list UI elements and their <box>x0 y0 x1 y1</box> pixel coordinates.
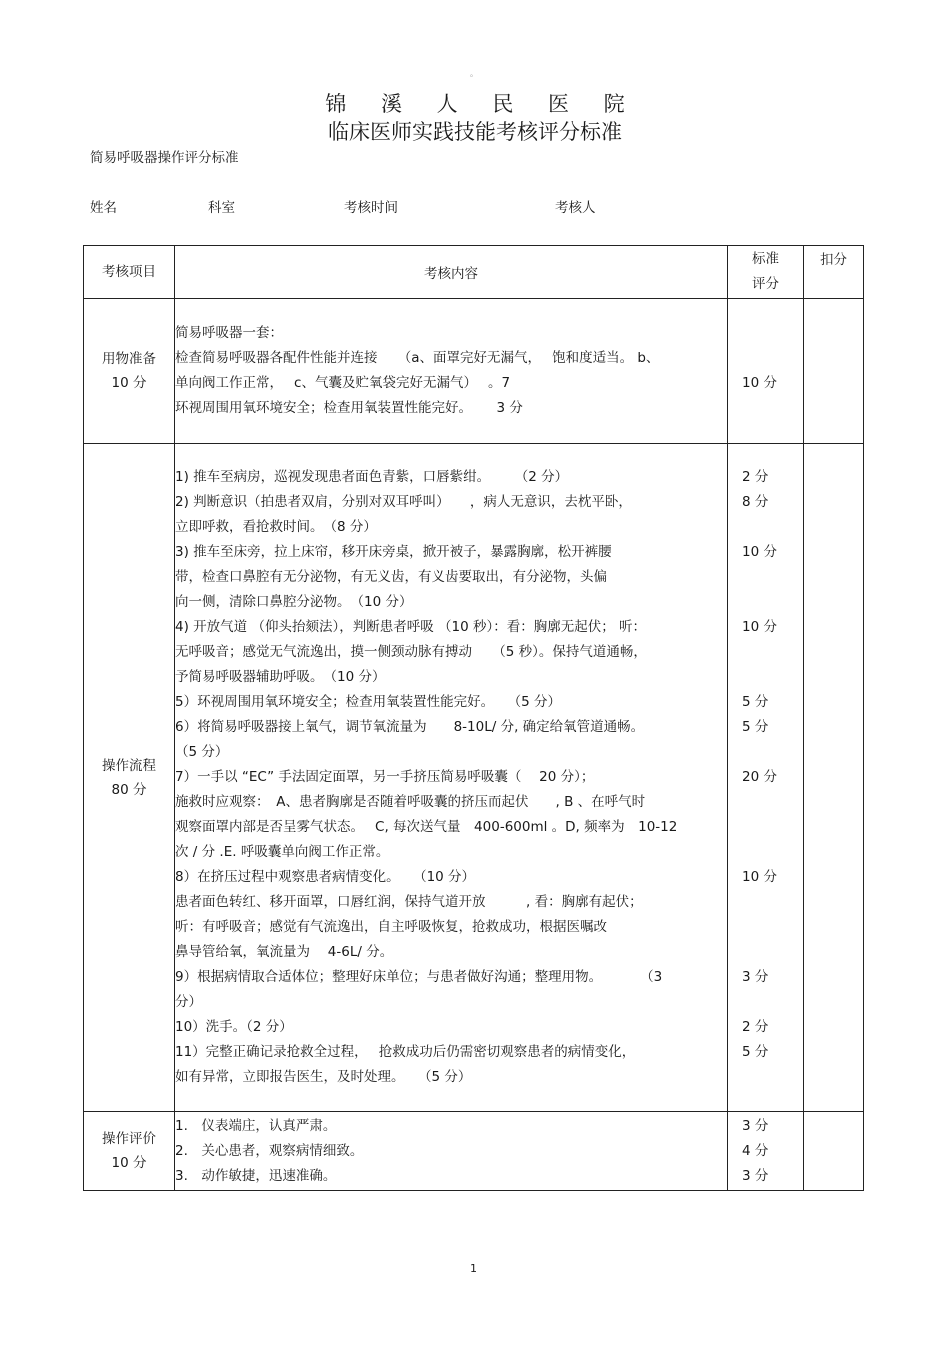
standard-score <box>728 815 803 840</box>
content-line: 如有异常，立即报告医生，及时处理。 （5 分） <box>175 1069 472 1085</box>
content-line: 次 / 分 .E. 呼吸囊单向阀工作正常。 <box>175 844 390 860</box>
section-item <box>84 444 175 1112</box>
content-line: 立即呼救，看抢救时间。 （8 分） <box>175 519 377 535</box>
section-item <box>84 299 175 444</box>
section-item-points: 10 分 <box>111 1155 147 1171</box>
standard-score <box>728 1065 803 1090</box>
deduct-cell <box>804 444 864 1112</box>
content-line: 无呼吸音；感觉无气流逸出，摸一侧颈动脉有搏动 （5 秒）。保持气道通畅， <box>175 644 647 660</box>
content-line: 予简易呼吸器辅助呼吸。 （10 分） <box>175 669 386 685</box>
content-line: 2) 判断意识（拍患者双肩，分别对双耳呼叫） ，病人无意识，去枕平卧， <box>175 494 632 510</box>
page-title: 临床医师实践技能考核评分标准 <box>328 120 622 144</box>
content-line: 听：有呼吸音；感觉有气流逸出，自主呼吸恢复，抢救成功，根据医嘱改 <box>175 919 607 935</box>
standard-score <box>728 590 803 615</box>
standard-score <box>728 915 803 940</box>
standard-score: 3 分 <box>742 969 769 985</box>
standard-score <box>728 640 803 665</box>
content-line: 分） <box>175 994 202 1010</box>
content-line: 检查简易呼吸器各配件性能并连接 （a、面罩完好无漏气， 饱和度适当。 b、 <box>175 350 660 366</box>
table-header-row <box>84 246 864 299</box>
section-scores <box>728 1112 804 1191</box>
standard-score <box>728 740 803 765</box>
examiner-label: 考核人 <box>555 200 596 216</box>
standard-score: 2 分 <box>742 1019 769 1035</box>
scoring-table <box>83 245 864 1191</box>
content-line: 7）一手以 “EC” 手法固定面罩，另一手挤压简易呼吸囊（ 20 分）； <box>175 769 595 785</box>
standard-score: 5 分 <box>742 719 769 735</box>
section-item-name: 用物准备 <box>102 351 156 367</box>
content-line: 11）完整正确记录抢救全过程， 抢救成功后仍需密切观察患者的病情变化， <box>175 1044 636 1060</box>
header-content: 考核内容 <box>175 246 728 299</box>
dept-label: 科室 <box>208 200 235 216</box>
standard-score <box>728 396 803 421</box>
standard-score: 8 分 <box>742 494 769 510</box>
content-line: 观察面罩内部是否呈雾气状态。 C, 每次送气量 400-600ml 。D, 频率为 10-12 <box>175 819 678 835</box>
standard-score: 4 分 <box>742 1142 769 1159</box>
standard-score: 10 分 <box>742 619 777 635</box>
section-content <box>175 299 728 444</box>
content-line: 10）洗手。（2 分） <box>175 1019 293 1035</box>
content-line: 1. 仪表端庄，认真严肃。 <box>175 1117 337 1134</box>
content-line: 3) 推车至床旁，拉上床帘，移开床旁桌，掀开被子，暴露胸廓，松开裤腰 <box>175 544 612 560</box>
standard-score: 5 分 <box>742 694 769 710</box>
section-item-points: 10 分 <box>111 375 147 391</box>
section-content <box>175 444 728 1112</box>
section-item-points: 80 分 <box>111 781 147 798</box>
hospital-name: 锦 溪 人 民 医 院 <box>325 92 639 116</box>
table-row-materials <box>84 299 864 444</box>
standard-score: 3 分 <box>742 1117 769 1134</box>
standard-score: 10 分 <box>742 869 777 885</box>
standard-score <box>728 890 803 915</box>
content-line: 2. 关心患者，观察病情细致。 <box>175 1142 364 1159</box>
standard-score: 20 分 <box>742 769 777 785</box>
content-line: 6）将简易呼吸器接上氧气，调节氧流量为 8-10L/ 分, 确定给氧管道通畅。 <box>175 719 645 735</box>
content-line: 鼻导管给氧，氧流量为 4-6L/ 分。 <box>175 944 394 960</box>
form-subtitle: 简易呼吸器操作评分标准 <box>90 150 239 166</box>
content-line: 4) 开放气道 （仰头抬颏法），判断患者呼吸 （10 秒）：看：胸廓无起伏； 听： <box>175 619 646 635</box>
standard-score <box>728 790 803 815</box>
content-line: 患者面色转红、移开面罩，口唇红润，保持气道开放 , 看：胸廓有起伏； <box>175 894 643 910</box>
header-standard-line2: 评分 <box>752 276 779 292</box>
exam-time-label: 考核时间 <box>344 200 398 216</box>
content-line: 5）环视周围用氧环境安全；检查用氧装置性能完好。 （5 分） <box>175 694 561 710</box>
content-line: 3. 动作敏捷，迅速准确。 <box>175 1167 337 1184</box>
section-item <box>84 1112 175 1191</box>
header-standard <box>728 246 804 299</box>
standard-score <box>728 990 803 1015</box>
standard-score: 3 分 <box>742 1167 769 1184</box>
header-standard-line1: 标准 <box>752 251 779 267</box>
content-line: 环视周围用氧环境安全；检查用氧装置性能完好。 3 分 <box>175 400 523 416</box>
standard-score <box>728 665 803 690</box>
standard-score: 10 分 <box>742 375 777 391</box>
content-line: 简易呼吸器一套： <box>175 325 283 341</box>
section-content <box>175 1112 728 1191</box>
content-line: 单向阀工作正常， c、气囊及贮氧袋完好无漏气） 。7 <box>175 375 511 391</box>
content-line: 带，检查口鼻腔有无分泌物，有无义齿，有义齿要取出，有分泌物，头偏 <box>175 569 607 585</box>
content-line: 向一侧，清除口鼻腔分泌物。 （10 分） <box>175 594 413 610</box>
section-scores <box>728 444 804 1112</box>
content-line: 1) 推车至病房，巡视发现患者面色青紫，口唇紫绀。 （2 分） <box>175 469 569 485</box>
standard-score <box>728 321 803 346</box>
header-dot: 。 <box>470 69 478 78</box>
deduct-cell <box>804 1112 864 1191</box>
standard-score <box>728 840 803 865</box>
standard-score <box>728 346 803 371</box>
table-row-procedure <box>84 444 864 1112</box>
standard-score: 5 分 <box>742 1044 769 1060</box>
page-number: 1 <box>470 1262 477 1275</box>
content-line: 9）根据病情取合适体位；整理好床单位；与患者做好沟通；整理用物。 （3 <box>175 969 663 985</box>
standard-score: 2 分 <box>742 469 769 485</box>
section-scores <box>728 299 804 444</box>
content-line: 8）在挤压过程中观察患者病情变化。 （10 分） <box>175 869 476 885</box>
section-item-name: 操作评价 <box>102 1131 156 1147</box>
section-item-name: 操作流程 <box>102 757 156 774</box>
header-deduct: 扣分 <box>804 246 864 299</box>
header-item: 考核项目 <box>84 246 175 299</box>
content-line: 施救时应观察： A、患者胸廓是否随着呼吸囊的挤压而起伏 , B 、在呼气时 <box>175 794 646 810</box>
table-row-evaluation <box>84 1112 864 1191</box>
standard-score <box>728 565 803 590</box>
name-label: 姓名 <box>90 200 117 216</box>
content-line: （5 分） <box>175 744 229 760</box>
standard-score <box>728 515 803 540</box>
standard-score <box>728 940 803 965</box>
deduct-cell <box>804 299 864 444</box>
standard-score: 10 分 <box>742 544 777 560</box>
